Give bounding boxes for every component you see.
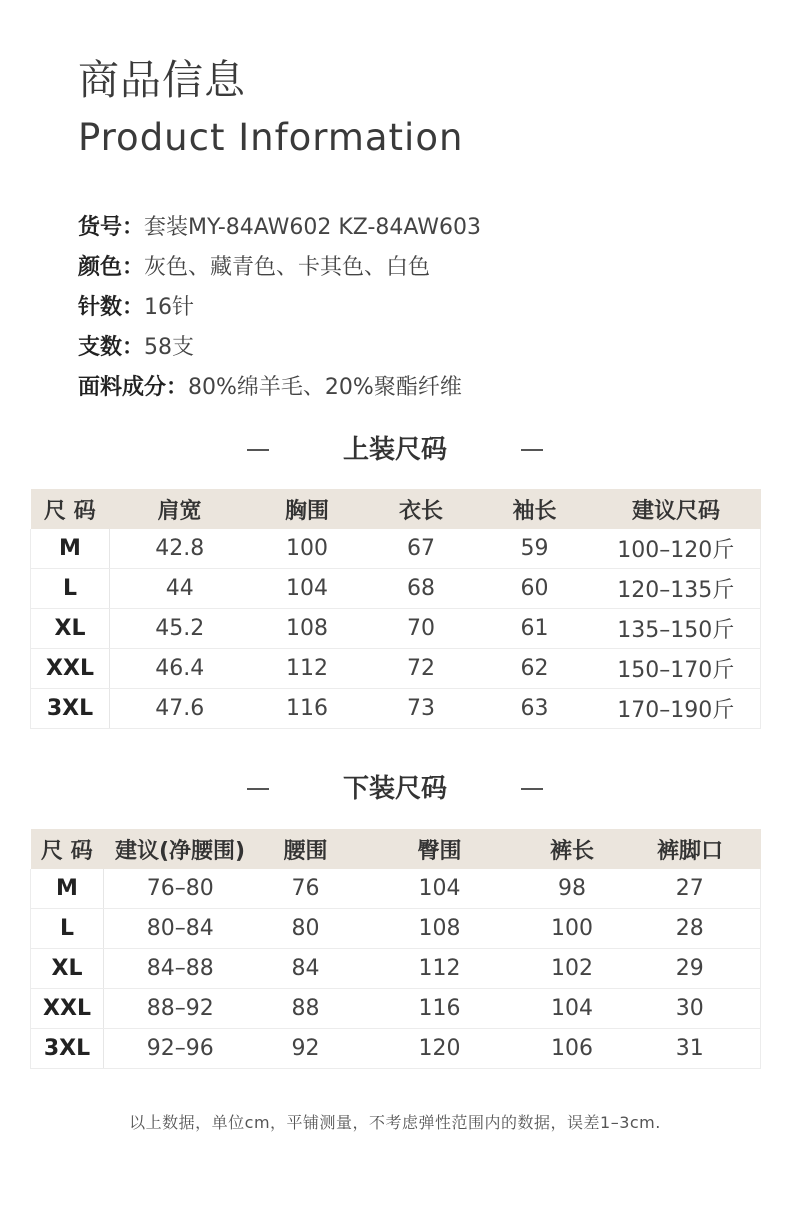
product-info-list — [78, 208, 481, 408]
table-cell: 73 — [365, 689, 478, 729]
table-cell: 63 — [478, 689, 592, 729]
table-cell: 59 — [478, 529, 592, 569]
dash-right — [521, 449, 543, 451]
table-cell: 116 — [355, 989, 525, 1029]
table-row — [31, 569, 761, 609]
table-cell: 108 — [355, 909, 525, 949]
table-cell: 108 — [250, 609, 365, 649]
table-cell: 135–150斤 — [592, 609, 761, 649]
table-cell: 112 — [250, 649, 365, 689]
table-row — [31, 689, 761, 729]
table-cell: 104 — [355, 869, 525, 909]
table-cell: 31 — [620, 1029, 761, 1069]
table-cell: 68 — [365, 569, 478, 609]
table-cell: 29 — [620, 949, 761, 989]
table-cell: 120 — [355, 1029, 525, 1069]
top-size-heading — [0, 430, 790, 470]
table-cell: 92–96 — [104, 1029, 257, 1069]
column-header: 衣长 — [365, 489, 478, 529]
table-cell: 100–120斤 — [592, 529, 761, 569]
table-cell: 104 — [250, 569, 365, 609]
size-label: L — [31, 909, 104, 949]
table-header-row — [31, 489, 761, 529]
column-header: 建议(净腰围) — [104, 829, 257, 869]
table-row — [31, 1029, 761, 1069]
table-cell: 80 — [257, 909, 355, 949]
table-cell: 104 — [525, 989, 620, 1029]
dash-left — [247, 788, 269, 790]
measurement-footnote: 以上数据，单位cm，平铺测量，不考虑弹性范围内的数据，误差1–3cm. — [129, 1113, 661, 1132]
table-cell: 112 — [355, 949, 525, 989]
table-cell: 47.6 — [110, 689, 250, 729]
table-cell: 60 — [478, 569, 592, 609]
table-cell: 92 — [257, 1029, 355, 1069]
size-label: XXL — [31, 989, 104, 1029]
dash-left — [247, 449, 269, 451]
table-row — [31, 869, 761, 909]
table-cell: 72 — [365, 649, 478, 689]
table-cell: 116 — [250, 689, 365, 729]
table-cell: 30 — [620, 989, 761, 1029]
size-label: M — [31, 529, 110, 569]
size-label: 3XL — [31, 1029, 104, 1069]
table-cell: 62 — [478, 649, 592, 689]
table-cell: 61 — [478, 609, 592, 649]
table-cell: 102 — [525, 949, 620, 989]
table-cell: 70 — [365, 609, 478, 649]
top-size-table — [30, 489, 761, 729]
table-cell: 27 — [620, 869, 761, 909]
column-header: 袖长 — [478, 489, 592, 529]
info-value: 16针 — [144, 295, 195, 320]
info-key: 支数： — [78, 335, 145, 360]
table-cell: 170–190斤 — [592, 689, 761, 729]
info-key: 面料成分： — [78, 375, 189, 400]
info-value: 80%绵羊毛、20%聚酯纤维 — [188, 375, 462, 400]
info-row-gauge — [78, 288, 481, 328]
info-row-fabric — [78, 368, 481, 408]
table-cell: 150–170斤 — [592, 649, 761, 689]
table-row — [31, 649, 761, 689]
column-header: 臀围 — [355, 829, 525, 869]
table-cell: 106 — [525, 1029, 620, 1069]
column-header: 裤长 — [525, 829, 620, 869]
column-header: 腰围 — [257, 829, 355, 869]
table-cell: 100 — [250, 529, 365, 569]
table-cell: 120–135斤 — [592, 569, 761, 609]
table-header-row — [31, 829, 761, 869]
table-row — [31, 949, 761, 989]
info-row-colors — [78, 248, 481, 288]
table-cell: 76–80 — [104, 869, 257, 909]
table-cell: 88–92 — [104, 989, 257, 1029]
info-key: 颜色： — [78, 255, 145, 280]
size-label: XL — [31, 609, 110, 649]
size-label: L — [31, 569, 110, 609]
table-cell: 98 — [525, 869, 620, 909]
table-cell: 42.8 — [110, 529, 250, 569]
column-header: 裤脚口 — [620, 829, 761, 869]
column-header: 胸围 — [250, 489, 365, 529]
table-cell: 100 — [525, 909, 620, 949]
page-title-cn: 商品信息 — [78, 56, 246, 104]
dash-right — [521, 788, 543, 790]
bottom-size-table — [30, 829, 761, 1069]
table-row — [31, 609, 761, 649]
table-cell: 44 — [110, 569, 250, 609]
table-cell: 84 — [257, 949, 355, 989]
page-title-en: Product Information — [78, 116, 464, 159]
column-header: 尺 码 — [31, 489, 110, 529]
info-key: 针数： — [78, 295, 145, 320]
table-cell: 84–88 — [104, 949, 257, 989]
info-value: 套装MY-84AW602 KZ-84AW603 — [144, 215, 481, 240]
table-cell: 80–84 — [104, 909, 257, 949]
table-cell: 88 — [257, 989, 355, 1029]
table-cell: 76 — [257, 869, 355, 909]
info-key: 货号： — [78, 215, 145, 240]
table-cell: 28 — [620, 909, 761, 949]
size-label: 3XL — [31, 689, 110, 729]
column-header: 肩宽 — [110, 489, 250, 529]
info-row-yarn-count — [78, 328, 481, 368]
table-row — [31, 529, 761, 569]
size-label: XXL — [31, 649, 110, 689]
section-title: 上装尺码 — [342, 435, 447, 465]
info-value: 58支 — [144, 335, 195, 360]
table-cell: 45.2 — [110, 609, 250, 649]
info-value: 灰色、藏青色、卡其色、白色 — [144, 255, 431, 280]
column-header: 建议尺码 — [592, 489, 761, 529]
table-row — [31, 989, 761, 1029]
size-label: XL — [31, 949, 104, 989]
table-cell: 46.4 — [110, 649, 250, 689]
info-row-item-no — [78, 208, 481, 248]
size-label: M — [31, 869, 104, 909]
section-title: 下装尺码 — [342, 774, 447, 804]
table-row — [31, 909, 761, 949]
column-header: 尺 码 — [31, 829, 104, 869]
table-cell: 67 — [365, 529, 478, 569]
bottom-size-heading — [0, 769, 790, 809]
